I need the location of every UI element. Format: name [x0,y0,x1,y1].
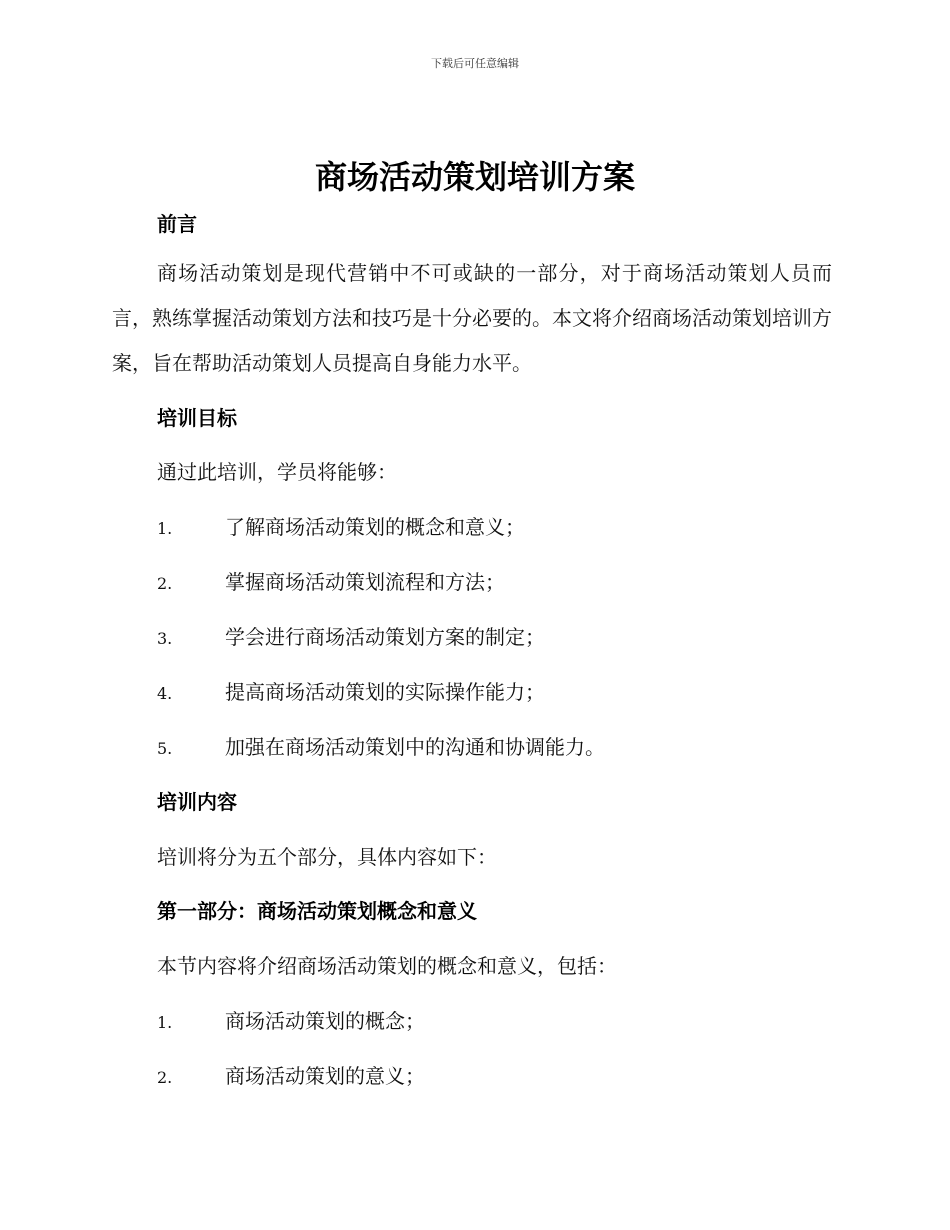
part1-heading: 第一部分：商场活动策划概念和意义 [157,899,477,923]
content-heading: 培训内容 [157,790,237,814]
preface-heading: 前言 [157,212,197,236]
list-number: 1. [157,1013,173,1032]
content-intro: 培训将分为五个部分，具体内容如下： [157,845,497,869]
list-number: 2. [157,574,173,593]
goal-item-1 [157,511,525,540]
part1-item-1 [157,1005,425,1034]
goal-item-3 [157,621,545,650]
list-text: 商场活动策划的概念； [225,1009,425,1033]
document-title: 商场活动策划培训方案 [314,158,635,196]
list-text: 掌握商场活动策划流程和方法； [225,570,505,594]
list-text: 加强在商场活动策划中的沟通和协调能力。 [225,735,605,759]
part1-intro: 本节内容将介绍商场活动策划的概念和意义，包括： [157,954,617,978]
preface-paragraph: 商场活动策划是现代营销中不可或缺的一部分，对于商场活动策划人员而言，熟练掌握活动策划方法和技巧是十分必要的。本文将介绍商场活动策划培训方案，旨在帮助活动策划人员提高自身能力水平。 [112,261,832,375]
list-number: 4. [157,684,173,703]
list-text: 商场活动策划的意义； [225,1064,425,1088]
header-note: 下载后可任意编辑 [431,57,519,70]
list-text: 学会进行商场活动策划方案的制定； [225,625,545,649]
part1-item-2 [157,1060,425,1089]
list-text: 提高商场活动策划的实际操作能力； [225,680,545,704]
list-text: 了解商场活动策划的概念和意义； [225,515,525,539]
list-number: 5. [157,739,173,758]
goals-heading: 培训目标 [157,406,237,430]
list-number: 1. [157,519,173,538]
list-number: 3. [157,629,173,648]
goal-item-5 [157,731,605,760]
list-number: 2. [157,1068,173,1087]
goal-item-2 [157,566,505,595]
goal-item-4 [157,676,545,705]
goals-intro: 通过此培训，学员将能够： [157,460,397,484]
